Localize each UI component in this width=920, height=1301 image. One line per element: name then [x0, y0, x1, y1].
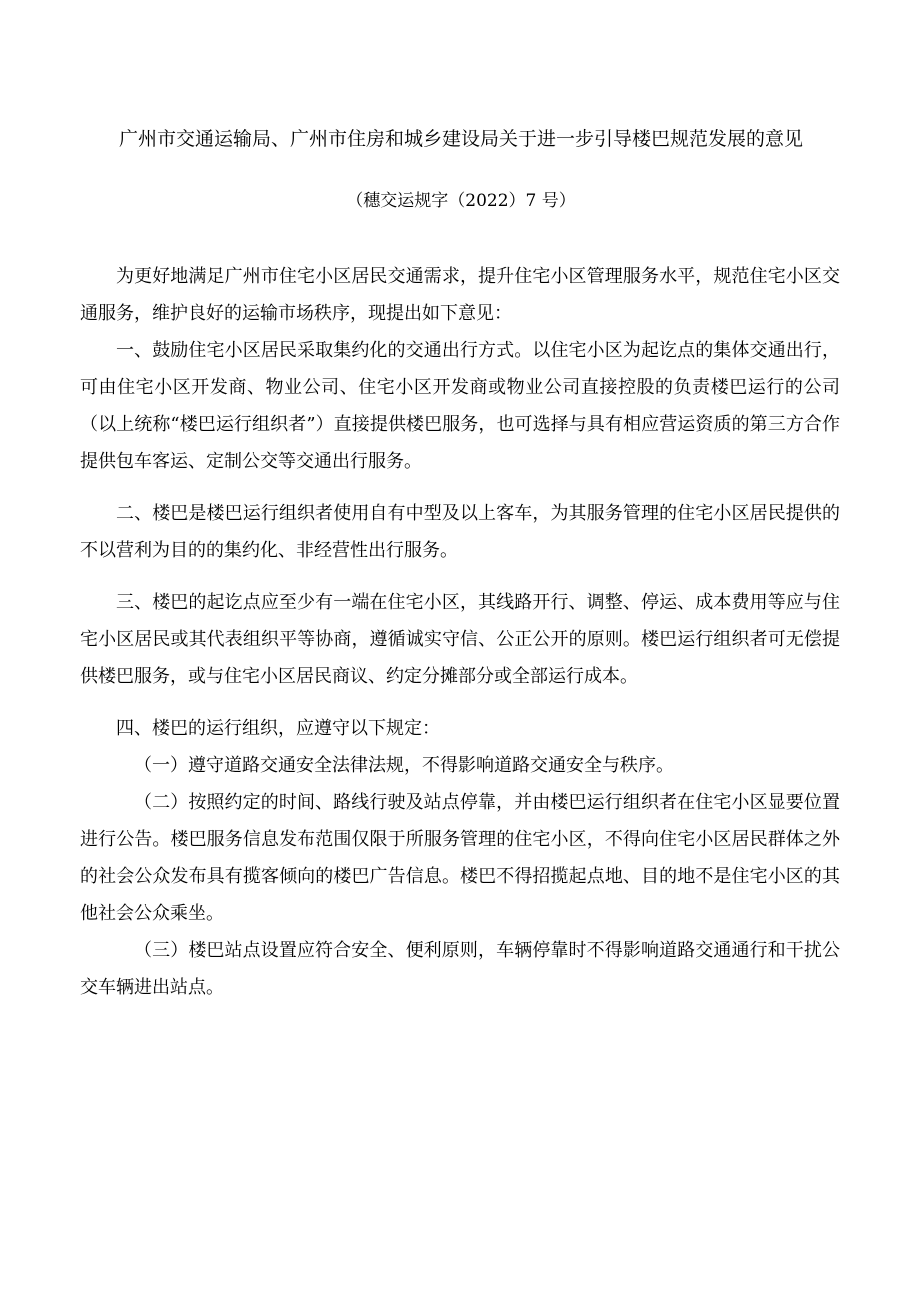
intro-paragraph: 为更好地满足广州市住宅小区居民交通需求，提升住宅小区管理服务水平，规范住宅小区交通服务，维护良好的运输市场秩序，现提出如下意见：	[80, 266, 840, 324]
document-body	[80, 258, 840, 1006]
rule-2-paragraph: （二）按照约定的时间、路线行驶及站点停靠，并由楼巴运行组织者在住宅小区显要位置进行公告。楼巴服务信息发布范围仅限于所服务管理的住宅小区，不得向住宅小区居民群体之外的社会公众发布具有揽客倾向的楼巴广告信息。楼巴不得招揽起点地、目的地不是住宅小区的其他社会公众乘坐。	[80, 792, 840, 924]
section-1-paragraph: 一、鼓励住宅小区居民采取集约化的交通出行方式。以住宅小区为起讫点的集体交通出行，可由住宅小区开发商、物业公司、住宅小区开发商或物业公司直接控股的负责楼巴运行的公司（以上统称“楼巴运行组织者”）直接提供楼巴服务，也可选择与具有相应营运资质的第三方合作提供包车客运、定制公交等交通出行服务。	[80, 340, 840, 472]
document-number: （穗交运规字（2022）7 号）	[346, 191, 576, 211]
section-4-heading: 四、楼巴的运行组织，应遵守以下规定：	[116, 718, 440, 739]
rule-3-paragraph: （三）楼巴站点设置应符合安全、便利原则，车辆停靠时不得影响道路交通通行和干扰公交车辆进出站点。	[80, 940, 840, 998]
section-3-paragraph: 三、楼巴的起讫点应至少有一端在住宅小区，其线路开行、调整、停运、成本费用等应与住宅小区居民或其代表组织平等协商，遵循诚实守信、公正公开的原则。楼巴运行组织者可无偿提供楼巴服务，或与住宅小区居民商议、约定分摊部分或全部运行成本。	[80, 592, 840, 687]
document-title: 广州市交通运输局、广州市住房和城乡建设局关于进一步引导楼巴规范发展的意见	[118, 128, 803, 150]
section-2-paragraph: 二、楼巴是楼巴运行组织者使用自有中型及以上客车，为其服务管理的住宅小区居民提供的不以营利为目的的集约化、非经营性出行服务。	[80, 503, 840, 561]
rule-1-paragraph: （一）遵守道路交通安全法律法规，不得影响道路交通安全与秩序。	[134, 755, 674, 776]
